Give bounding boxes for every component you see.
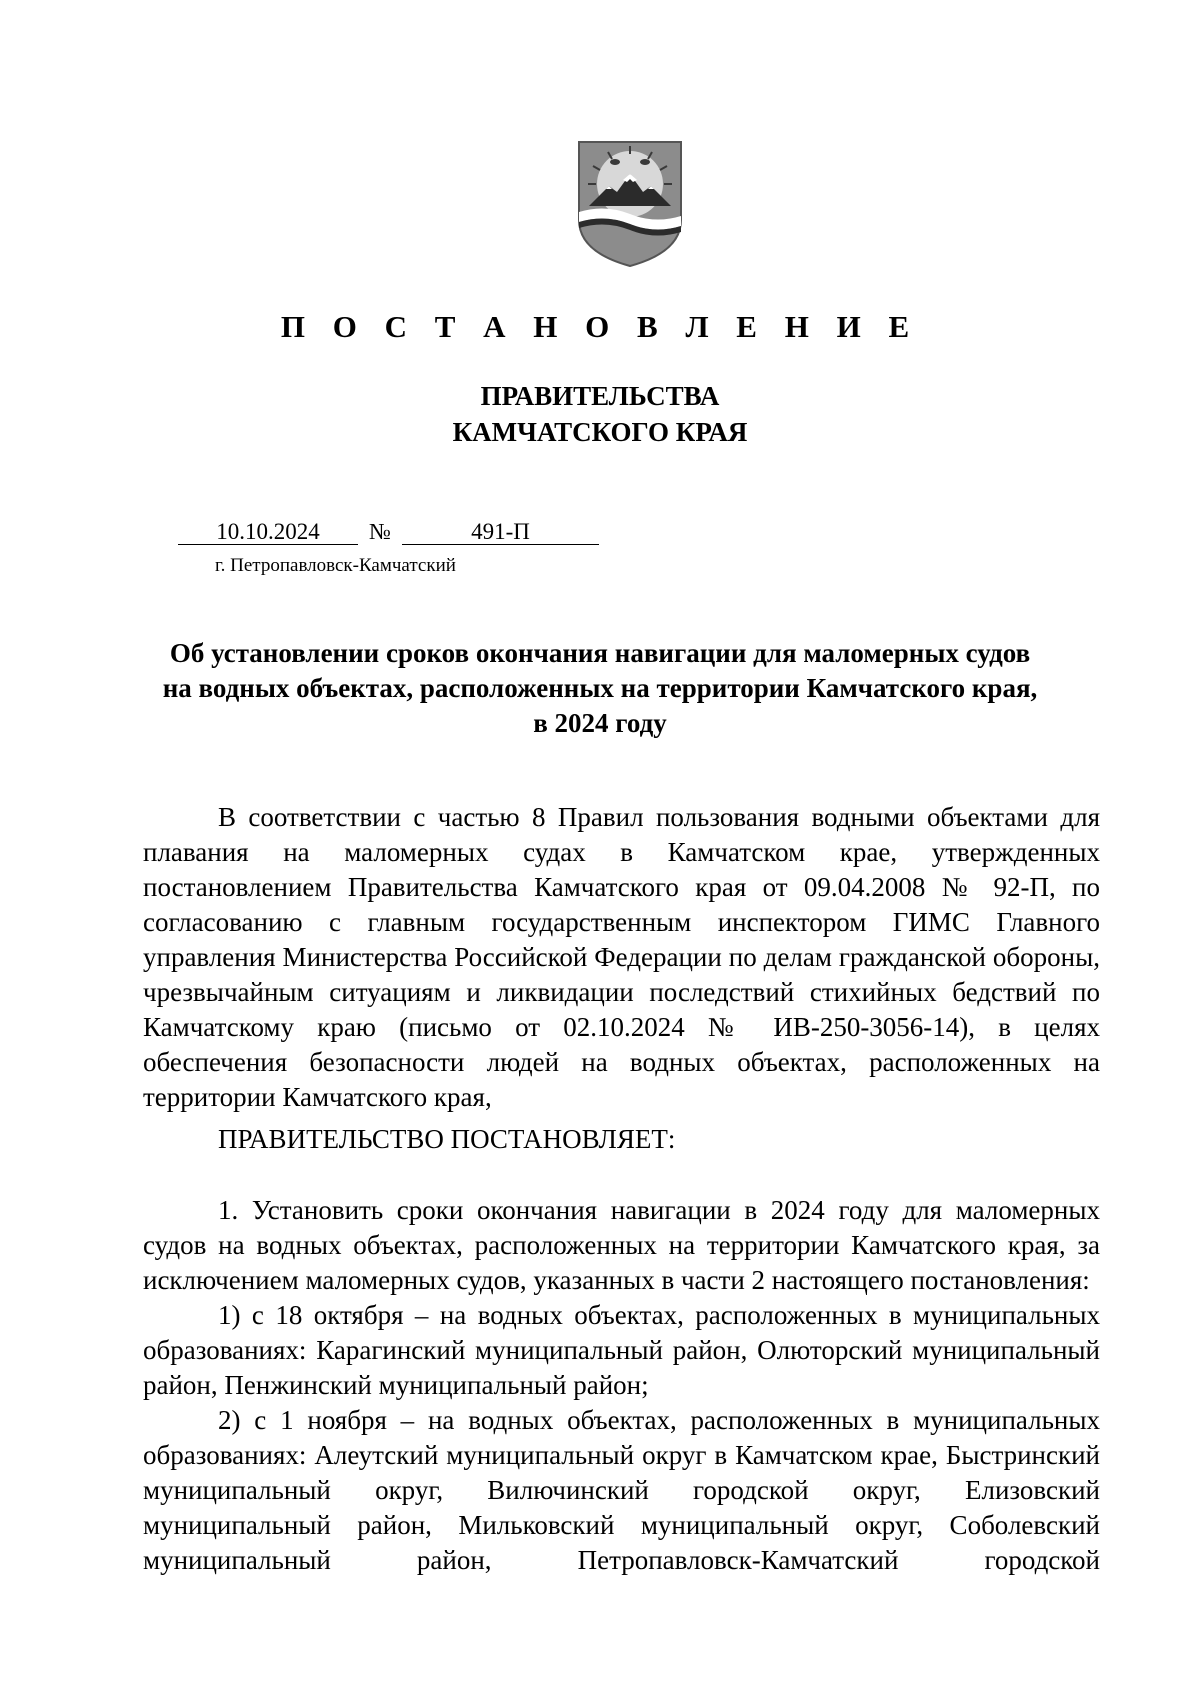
basis-paragraph-block [143, 800, 1100, 1115]
issuer-line-1: ПРАВИТЕЛЬСТВА [480, 381, 720, 411]
item-1-subitem-2: 2) с 1 ноября – на водных объектах, расположенных в муниципальных образованиях: Алеутский муниципальный округ в Камчатском крае, Быстринский муниципальный округ, Вилючинский городской округ, Елизовский муниципальный район, Мильковский муниципальный округ, Соболевский муниципальный район, Петропавловск-Камчатский городской [143, 1405, 1100, 1575]
basis-paragraph: В соответствии с частью 8 Правил пользования водными объектами для плавания на маломерных судах в Камчатском крае, утвержденных постановлением Правительства Камчатского края от 09.04.2008 № 92-П, по согласованию с главным государственным инспектором ГИМС Главного управления Министерства Российской Федерации по делам гражданской обороны, чрезвычайным ситуациям и ликвидации последствий стихийных бедствий по Камчатскому краю (письмо от 02.10.2024 № ИВ-250-3056-14), в целях обеспечения безопасности людей на водных объектах, расположенных на территории Камчатского края, [143, 802, 1100, 1112]
title-line-1: Об установлении сроков окончания навигации для маломерных судов [169, 638, 1031, 668]
document-date: 10.10.2024 [178, 517, 358, 545]
decree-block [143, 1122, 1100, 1157]
title-line-2: на водных объектах, расположенных на территории Камчатского края, [162, 673, 1038, 703]
city-label: г. Петропавловск-Камчатский [215, 555, 456, 576]
registration-line [178, 517, 599, 547]
document-type-heading: П О С Т А Н О В Л Е Н И Е [280, 309, 920, 344]
number-sign: № [369, 519, 391, 544]
issuer-line-2: КАМЧАТСКОГО КРАЯ [452, 417, 748, 447]
issuer-heading [0, 378, 1200, 450]
decree-statement: ПРАВИТЕЛЬСТВО ПОСТАНОВЛЯЕТ: [218, 1124, 676, 1154]
document-title [150, 636, 1050, 741]
item-1: 1. Установить сроки окончания навигации в 2024 году для маломерных судов на водных объектах, расположенных на территории Камчатского края, за исключением маломерных судов, указанных в части 2 настоящего постановления: [143, 1195, 1100, 1295]
document-number: 491-П [402, 517, 599, 545]
title-line-3: в 2024 году [533, 708, 667, 738]
kamchatka-coat-of-arms-icon [575, 140, 685, 268]
items-block [143, 1193, 1100, 1578]
item-1-subitem-1: 1) с 18 октября – на водных объектах, расположенных в муниципальных образованиях: Карагинский муниципальный район, Олюторский муниципальный район, Пенжинский муниципальный район; [143, 1300, 1100, 1400]
